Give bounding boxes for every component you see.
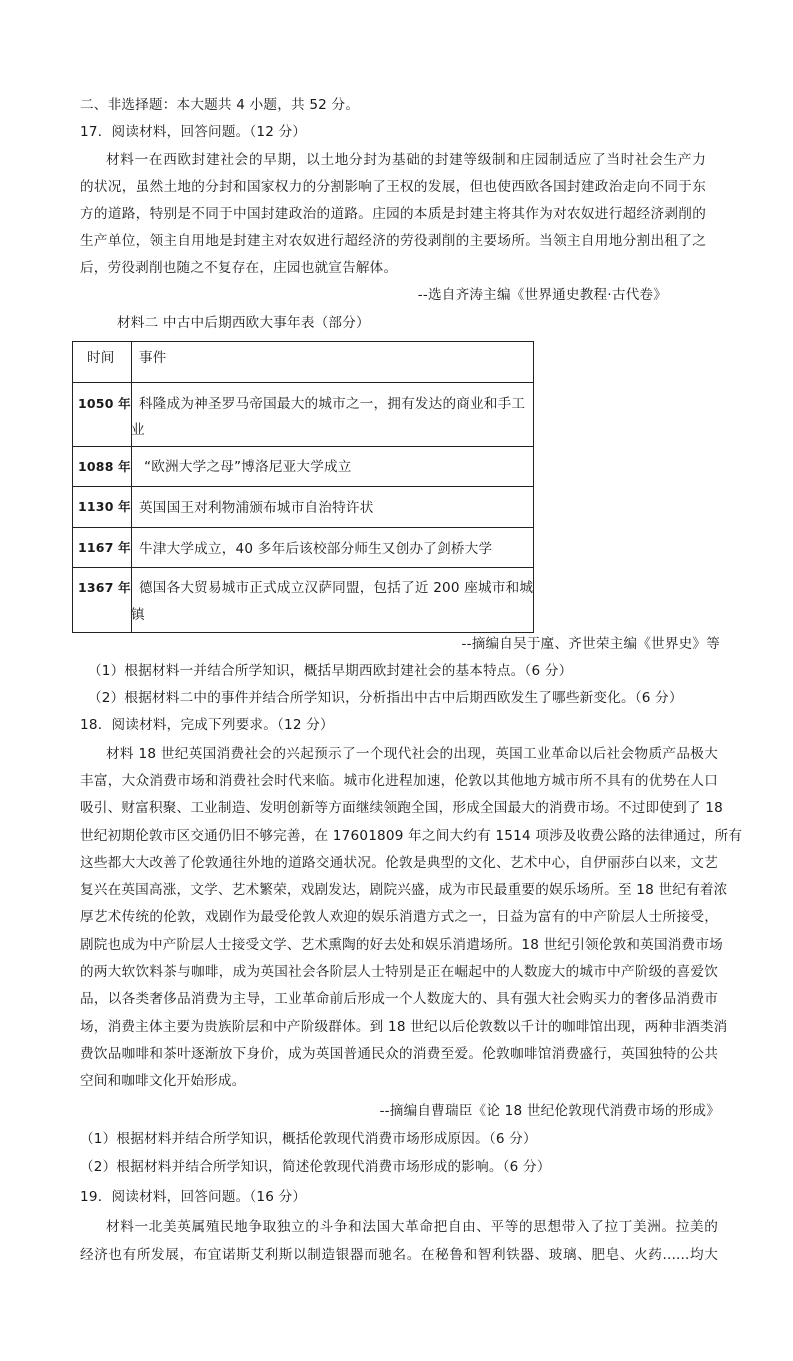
q18-material-line: 世纪初期伦敦市区交通仍旧不够完善，在 17601809 年之间大约有 1514 项涉及收费公路的法律通过，所有 <box>80 828 743 844</box>
table-event: 科隆成为神圣罗马帝国最大的城市之一，拥有发达的商业和手工 <box>139 396 526 412</box>
q17-question-1: （1）根据材料一并结合所学知识，概括早期西欧封建社会的基本特点。（6 分） <box>88 663 573 679</box>
q18-material-line: 吸引、财富积聚、工业制造、发明创新等方面继续领跑全国，形成全国最大的消费市场。不过即使到了 18 <box>80 800 723 816</box>
q19-heading: 19．阅读材料，回答问题。（16 分） <box>80 1189 307 1205</box>
table-row <box>73 528 534 568</box>
q19-material-line: 材料一北美英属殖民地争取独立的斗争和法国大革命把自由、平等的思想带入了拉丁美洲。拉美的 <box>106 1219 718 1235</box>
q18-material-line: 空间和咖啡文化开始形成。 <box>80 1073 246 1089</box>
table-header-time: 时间 <box>87 350 115 366</box>
table-event: 德国各大贸易城市正式成立汉萨同盟，包括了近 200 座城市和城 <box>139 580 534 596</box>
q17-heading: 17．阅读材料，回答问题。（12 分） <box>80 124 307 140</box>
table-row <box>73 568 534 633</box>
table-year: 1167 年 <box>78 540 131 555</box>
q17-material2-title: 材料二 中古中后期西欧大事年表（部分） <box>117 315 370 331</box>
table-row <box>73 447 534 487</box>
table-event-cont: 业 <box>131 422 145 438</box>
q17-material1-source: --选自齐涛主编《世界通史教程·古代卷》 <box>417 287 667 303</box>
table-event-cont: 镇 <box>131 607 145 623</box>
table-row <box>73 383 534 447</box>
q18-material-line: 剧院也成为中产阶层人士接受文学、艺术熏陶的好去处和娱乐消遣场所。18 世纪引领伦敦和英国消费市场 <box>80 937 723 953</box>
q18-heading: 18．阅读材料，完成下列要求。（12 分） <box>80 717 334 733</box>
table-year: 1050 年 <box>78 396 131 411</box>
table-event: “欧洲大学之母”博洛尼亚大学成立 <box>144 459 352 475</box>
q17-material1-line: 后，劳役剥削也随之不复存在，庄园也就宣告解体。 <box>80 260 398 276</box>
q17-material1-line: 方的道路，特别是不同于中国封建政治的道路。庄园的本质是封建主将其作为对农奴进行超经济剥削的 <box>80 206 706 222</box>
q18-material-line: 的两大软饮料茶与咖啡，成为英国社会各阶层人士特别是正在崛起中的人数庞大的城市中产阶级的喜爱饮 <box>80 964 718 980</box>
q18-material-line: 场，消费主体主要为贵族阶层和中产阶级群体。到 18 世纪以后伦敦数以千计的咖啡馆出现，两种非酒类消 <box>80 1019 728 1035</box>
q18-material-line: 费饮品咖啡和茶叶逐渐放下身价，成为英国普通民众的消费至爱。伦敦咖啡馆消费盛行，英国独特的公共 <box>80 1046 718 1062</box>
q17-material1-line: 生产单位，领主自用地是封建主对农奴进行超经济的劳役剥削的主要场所。当领主自用地分割出租了之 <box>80 233 706 249</box>
q19-material-line: 经济也有所发展，布宜诺斯艾利斯以制造银器而驰名。在秘鲁和智利铁器、玻璃、肥皂、火药......均大 <box>80 1247 718 1263</box>
table-event: 牛津大学成立，40 多年后该校部分师生又创办了剑桥大学 <box>139 541 493 557</box>
table-year: 1367 年 <box>78 580 131 595</box>
section-header: 二、非选择题：本大题共 4 小题，共 52 分。 <box>80 97 360 113</box>
table-row <box>73 487 534 528</box>
q18-material-source: --摘编自曹瑞臣《论 18 世纪伦敦现代消费市场的形成》 <box>379 1103 720 1119</box>
table-header-event: 事件 <box>139 350 167 366</box>
q18-material-line: 厚艺术传统的伦敦，戏剧作为最受伦敦人欢迎的娱乐消遣方式之一，日益为富有的中产阶层人士所接受， <box>80 909 718 925</box>
table-event: 英国国王对利物浦颁布城市自治特许状 <box>139 500 374 516</box>
q18-material-line: 这些都大大改善了伦敦通往外地的道路交通状况。伦敦是典型的文化、艺术中心，自伊丽莎白以来，文艺 <box>80 855 718 871</box>
q18-material-line: 丰富，大众消费市场和消费社会时代来临。城市化进程加速，伦敦以其他地方城市所不具有的优势在人口 <box>80 773 718 789</box>
table-header-row <box>73 342 534 383</box>
q18-material-line: 品，以各类奢侈品消费为主导，工业革命前后形成一个人数庞大的、具有强大社会购买力的奢侈品消费市 <box>80 991 718 1007</box>
q17-material1-line: 材料一在西欧封建社会的早期，以土地分封为基础的封建等级制和庄园制适应了当时社会生产力 <box>106 152 706 168</box>
q18-question-2: （2）根据材料并结合所学知识，简述伦敦现代消费市场形成的影响。（6 分） <box>80 1159 551 1175</box>
q17-material2-source: --摘编自吴于廑、齐世荣主编《世界史》等 <box>461 636 720 652</box>
q18-question-1: （1）根据材料并结合所学知识，概括伦敦现代消费市场形成原因。（6 分） <box>80 1131 537 1147</box>
events-table <box>72 341 534 633</box>
q17-question-2: （2）根据材料二中的事件并结合所学知识，分析指出中古中后期西欧发生了哪些新变化。（6 分） <box>88 690 683 706</box>
q17-material1-line: 的状况，虽然土地的分封和国家权力的分割影响了王权的发展，但也使西欧各国封建政治走向不同于东 <box>80 179 706 195</box>
q18-material-line: 复兴在英国高涨，文学、艺术繁荣，戏剧发达，剧院兴盛，成为市民最重要的娱乐场所。至 18 世纪有着浓 <box>80 882 728 898</box>
table-year: 1130 年 <box>78 499 131 514</box>
table-year: 1088 年 <box>78 459 131 474</box>
q18-material-line: 材料 18 世纪英国消费社会的兴起预示了一个现代社会的出现，英国工业革命以后社会物质产品极大 <box>106 746 718 762</box>
